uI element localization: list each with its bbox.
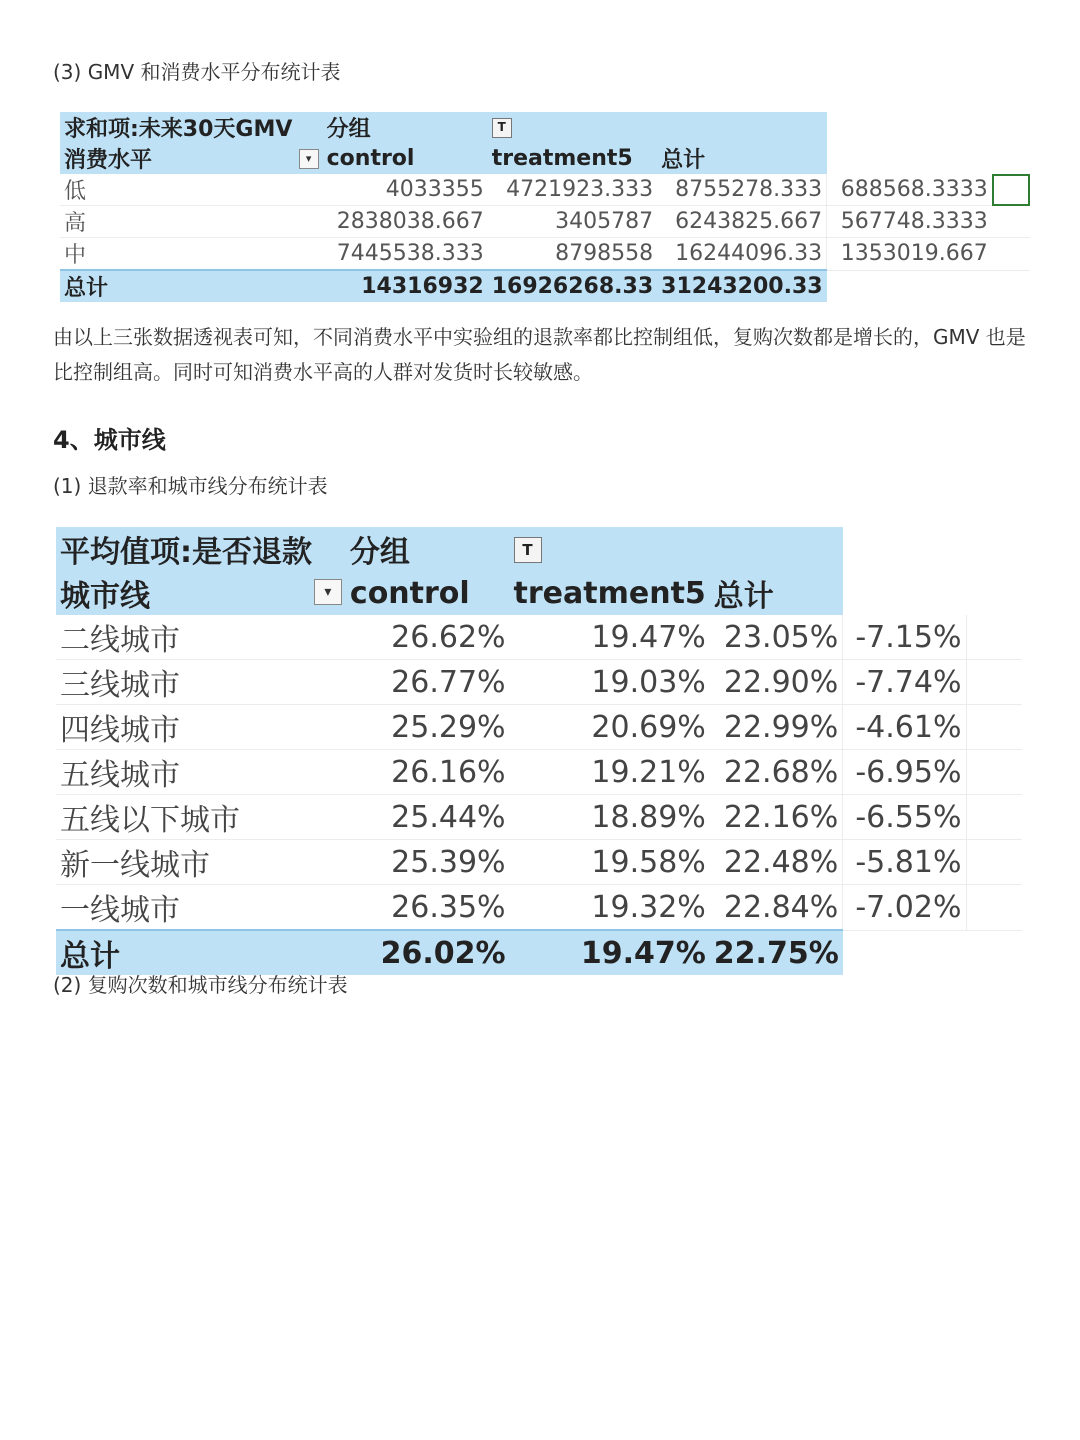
cell-total: 22.48% xyxy=(710,840,843,885)
cell-diff: -5.81% xyxy=(843,840,966,885)
cell-treatment5: 19.58% xyxy=(510,840,710,885)
col-header-total: 总计 xyxy=(657,143,826,174)
cell-control: 2838038.667 xyxy=(323,206,488,238)
table-row xyxy=(56,885,1022,931)
cell-diff: -6.95% xyxy=(843,750,966,795)
dropdown-arrow-icon[interactable]: ▾ xyxy=(314,579,342,605)
row-label: 五线以下城市 xyxy=(56,795,346,840)
row-header-consumption-level: 消费水平 ▾ xyxy=(60,143,323,174)
cell-treatment5: 19.21% xyxy=(510,750,710,795)
pivot-group-label: 分组 xyxy=(346,527,510,571)
total-control: 14316932 xyxy=(323,270,488,302)
cell-treatment5: 3405787 xyxy=(488,206,657,238)
total-label: 总计 xyxy=(56,930,346,975)
total-total: 31243200.33 xyxy=(657,270,826,302)
cell-control: 25.39% xyxy=(346,840,510,885)
total-label: 总计 xyxy=(60,270,323,302)
row-label: 低 xyxy=(60,174,323,206)
refund-caption: (1) 退款率和城市线分布统计表 xyxy=(53,474,328,498)
cell-control: 26.77% xyxy=(346,660,510,705)
cell-treatment5: 18.89% xyxy=(510,795,710,840)
pivot-group-label: 分组 xyxy=(323,112,488,143)
cell-total: 22.99% xyxy=(710,705,843,750)
pivot-title: 求和项:未来30天GMV xyxy=(60,112,323,143)
refund-pivot-table xyxy=(56,527,1022,974)
table-row xyxy=(56,660,1022,705)
row-label: 三线城市 xyxy=(56,660,346,705)
pivot-title: 平均值项:是否退款 xyxy=(56,527,346,571)
table-row xyxy=(56,615,1022,660)
cell-treatment5: 8798558 xyxy=(488,238,657,271)
section4-heading: 4、城市线 xyxy=(53,426,166,454)
gmv-pivot-table xyxy=(60,112,1030,302)
cell-control: 26.62% xyxy=(346,615,510,660)
dropdown-arrow-icon[interactable]: ▾ xyxy=(299,149,319,169)
cell-control: 26.16% xyxy=(346,750,510,795)
col-header-total: 总计 xyxy=(710,571,843,615)
cell-total: 22.90% xyxy=(710,660,843,705)
filter-icon[interactable]: T xyxy=(492,118,512,138)
cell-treatment5: 19.03% xyxy=(510,660,710,705)
cell-diff: -7.02% xyxy=(843,885,966,931)
row-label: 新一线城市 xyxy=(56,840,346,885)
row-label: 中 xyxy=(60,238,323,271)
total-total: 22.75% xyxy=(710,930,843,975)
cell-treatment5: 19.47% xyxy=(510,615,710,660)
cell-control: 7445538.333 xyxy=(323,238,488,271)
cell-treatment5: 20.69% xyxy=(510,705,710,750)
table-row xyxy=(56,840,1022,885)
table-row xyxy=(56,705,1022,750)
cell-control: 25.44% xyxy=(346,795,510,840)
cell-diff: -7.15% xyxy=(843,615,966,660)
cell-diff: 1353019.667 xyxy=(827,238,992,271)
section3-caption: (3) GMV 和消费水平分布统计表 xyxy=(53,60,341,84)
cell-control: 26.35% xyxy=(346,885,510,931)
selected-cell[interactable] xyxy=(992,174,1030,206)
row-label: 高 xyxy=(60,206,323,238)
cell-total: 6243825.667 xyxy=(657,206,826,238)
col-header-control: control xyxy=(346,571,510,615)
cell-total: 22.16% xyxy=(710,795,843,840)
col-header-treatment5: treatment5 xyxy=(510,571,710,615)
row-label: 一线城市 xyxy=(56,885,346,931)
cell-total: 22.84% xyxy=(710,885,843,931)
table-row xyxy=(56,750,1022,795)
cell-control: 25.29% xyxy=(346,705,510,750)
total-treatment5: 16926268.33 xyxy=(488,270,657,302)
table-row xyxy=(56,795,1022,840)
table-row xyxy=(60,238,1030,271)
row-label: 四线城市 xyxy=(56,705,346,750)
row-label: 二线城市 xyxy=(56,615,346,660)
col-header-control: control xyxy=(323,143,488,174)
cell-total: 22.68% xyxy=(710,750,843,795)
table-row xyxy=(60,174,1030,206)
cell-total: 8755278.333 xyxy=(657,174,826,206)
cell-total: 23.05% xyxy=(710,615,843,660)
table-row xyxy=(60,206,1030,238)
row-label: 五线城市 xyxy=(56,750,346,795)
total-row xyxy=(60,270,1030,302)
filter-icon[interactable]: T xyxy=(514,537,542,563)
conclusion-paragraph: 由以上三张数据透视表可知，不同消费水平中实验组的退款率都比控制组低，复购次数都是增长的，GMV 也是比控制组高。同时可知消费水平高的人群对发货时长较敏感。 xyxy=(53,325,1026,384)
cell-diff: -4.61% xyxy=(843,705,966,750)
repurchase-caption: (2) 复购次数和城市线分布统计表 xyxy=(53,973,348,997)
cell-treatment5: 4721923.333 xyxy=(488,174,657,206)
total-control: 26.02% xyxy=(346,930,510,975)
col-header-treatment5: treatment5 xyxy=(488,143,657,174)
cell-treatment5: 19.32% xyxy=(510,885,710,931)
cell-diff: -7.74% xyxy=(843,660,966,705)
cell-diff: 688568.3333 xyxy=(827,174,992,206)
cell-control: 4033355 xyxy=(323,174,488,206)
total-treatment5: 19.47% xyxy=(510,930,710,975)
cell-total: 16244096.33 xyxy=(657,238,826,271)
cell-diff: -6.55% xyxy=(843,795,966,840)
row-header-city-tier: 城市线 ▾ xyxy=(56,571,346,615)
cell-diff: 567748.3333 xyxy=(827,206,992,238)
